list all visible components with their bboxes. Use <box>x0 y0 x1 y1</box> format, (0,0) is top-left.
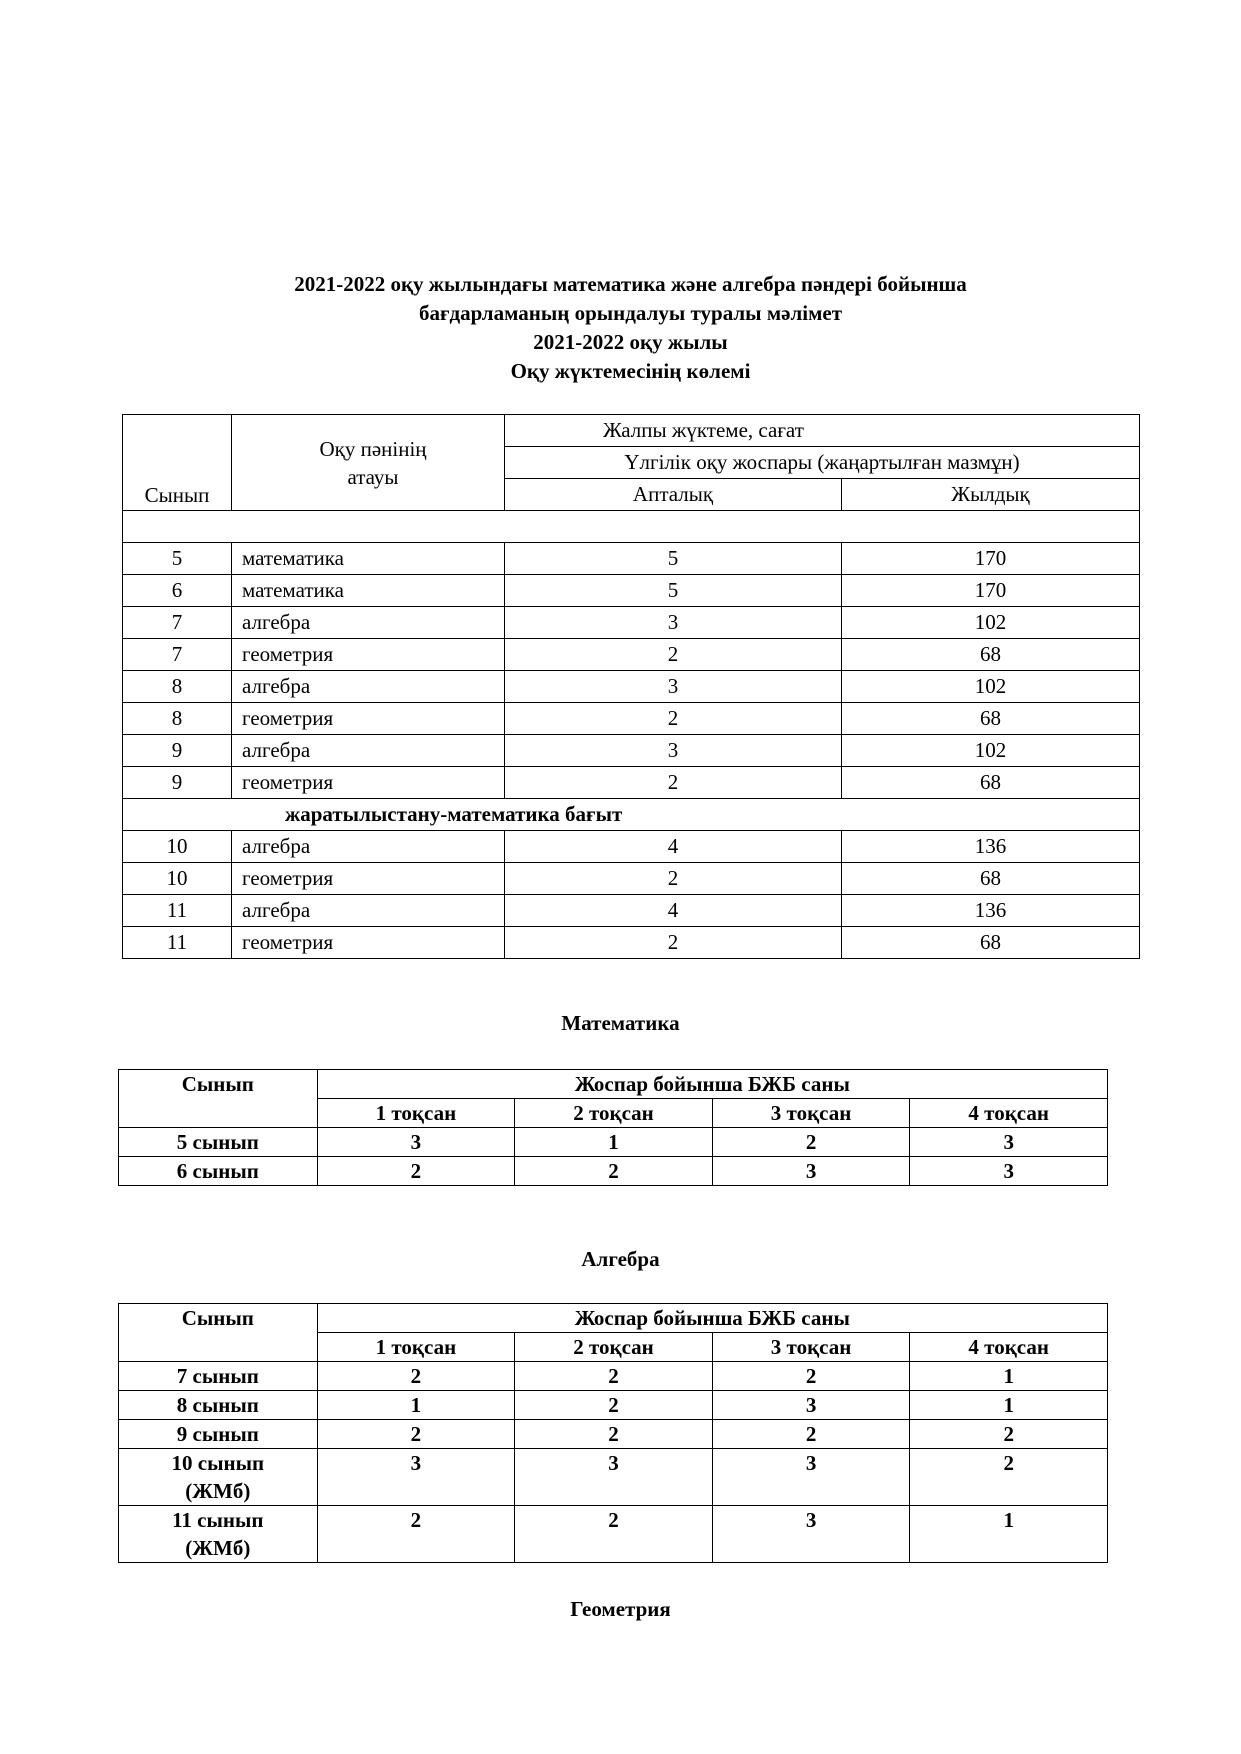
header-subject <box>232 415 505 511</box>
weekly-hours-cell: 2 <box>505 703 842 735</box>
class-cell: 9 <box>123 767 232 799</box>
subject-cell: геометрия <box>232 863 505 895</box>
table-row <box>123 575 1140 607</box>
subject-cell: геометрия <box>232 639 505 671</box>
yearly-hours-cell: 102 <box>842 735 1140 767</box>
class-cell: 7 <box>123 639 232 671</box>
table-row <box>119 1157 1108 1186</box>
table-row <box>119 1391 1108 1420</box>
class-line-1: 10 сынып <box>171 1451 265 1475</box>
quarter-3-count: 3 <box>712 1391 910 1420</box>
empty-cell <box>123 511 1140 543</box>
class-line-1: 7 сынып <box>176 1364 259 1388</box>
yearly-hours-cell: 68 <box>842 863 1140 895</box>
empty-row <box>123 511 1140 543</box>
subject-cell: алгебра <box>232 895 505 927</box>
class-cell: 10 <box>123 831 232 863</box>
quarter-3-count: 3 <box>712 1157 910 1186</box>
table-row <box>119 1362 1108 1391</box>
table-row <box>123 927 1140 959</box>
section-label: жаратылыстану-математика бағыт <box>123 799 1140 831</box>
header-subject-line-2: атауы <box>347 464 399 489</box>
class-line-1: 9 сынып <box>176 1422 259 1446</box>
table-row <box>123 639 1140 671</box>
table-header-row <box>119 1304 1108 1333</box>
math-section-title: Математика <box>561 1011 680 1035</box>
title-line-4: Оқу жүктемесінің көлемі <box>510 359 751 383</box>
yearly-hours-cell: 102 <box>842 607 1140 639</box>
class-cell <box>119 1157 318 1186</box>
weekly-hours-cell: 2 <box>505 927 842 959</box>
weekly-hours-cell: 5 <box>505 575 842 607</box>
weekly-hours-cell: 3 <box>505 735 842 767</box>
header-quarter-1: 1 тоқсан <box>317 1099 515 1128</box>
class-cell <box>119 1391 318 1420</box>
yearly-hours-cell: 136 <box>842 831 1140 863</box>
algebra-section-title: Алгебра <box>581 1247 660 1271</box>
table-header-row <box>123 415 1140 447</box>
quarter-1-count: 3 <box>317 1128 515 1157</box>
subject-cell: алгебра <box>232 831 505 863</box>
quarter-1-count: 2 <box>317 1362 515 1391</box>
weekly-hours-cell: 2 <box>505 863 842 895</box>
table-row <box>119 1506 1108 1563</box>
document-title <box>0 270 1241 386</box>
header-bjb-count: Жоспар бойынша БЖБ саны <box>317 1070 1107 1099</box>
quarter-4-count: 1 <box>910 1506 1108 1563</box>
quarter-3-count: 2 <box>712 1420 910 1449</box>
quarter-3-count: 2 <box>712 1128 910 1157</box>
class-cell <box>119 1362 318 1391</box>
header-bjb-count: Жоспар бойынша БЖБ саны <box>317 1304 1107 1333</box>
math-bjb-table <box>118 1069 1108 1186</box>
table-row <box>123 895 1140 927</box>
weekly-hours-cell: 2 <box>505 639 842 671</box>
title-line-1: 2021-2022 оқу жылындағы математика және алгебра пәндері бойынша <box>294 272 967 296</box>
quarter-1-count: 1 <box>317 1391 515 1420</box>
header-model-plan: Үлгілік оқу жоспары (жаңартылған мазмұн) <box>505 447 1140 479</box>
subject-cell: алгебра <box>232 607 505 639</box>
class-cell: 8 <box>123 703 232 735</box>
class-cell: 11 <box>123 895 232 927</box>
table-row <box>123 671 1140 703</box>
header-quarter-3: 3 тоқсан <box>712 1099 910 1128</box>
header-class: Сынып <box>119 1304 318 1362</box>
title-line-3: 2021-2022 оқу жылы <box>533 330 728 354</box>
quarter-2-count: 3 <box>515 1449 713 1506</box>
quarter-2-count: 2 <box>515 1157 713 1186</box>
class-line-2: (ЖМб) <box>185 1536 251 1560</box>
header-quarter-2: 2 тоқсан <box>515 1099 713 1128</box>
quarter-3-count: 3 <box>712 1506 910 1563</box>
yearly-hours-cell: 68 <box>842 927 1140 959</box>
subject-cell: геометрия <box>232 767 505 799</box>
yearly-hours-cell: 68 <box>842 767 1140 799</box>
teaching-load-table <box>122 414 1140 959</box>
quarter-4-count: 1 <box>910 1362 1108 1391</box>
quarter-1-count: 2 <box>317 1506 515 1563</box>
quarter-4-count: 2 <box>910 1420 1108 1449</box>
class-cell <box>119 1128 318 1157</box>
header-quarter-4: 4 тоқсан <box>910 1099 1108 1128</box>
header-yearly: Жылдық <box>842 479 1140 511</box>
yearly-hours-cell: 68 <box>842 639 1140 671</box>
quarter-2-count: 2 <box>515 1362 713 1391</box>
table-row <box>119 1128 1108 1157</box>
quarter-4-count: 2 <box>910 1449 1108 1506</box>
class-cell <box>119 1506 318 1563</box>
class-cell: 7 <box>123 607 232 639</box>
weekly-hours-cell: 4 <box>505 895 842 927</box>
quarter-2-count: 2 <box>515 1420 713 1449</box>
table-row <box>123 543 1140 575</box>
class-line-1: 11 сынып <box>172 1508 264 1532</box>
yearly-hours-cell: 68 <box>842 703 1140 735</box>
weekly-hours-cell: 3 <box>505 607 842 639</box>
quarter-4-count: 1 <box>910 1391 1108 1420</box>
yearly-hours-cell: 102 <box>842 671 1140 703</box>
header-weekly: Апталық <box>505 479 842 511</box>
header-quarter-4: 4 тоқсан <box>910 1333 1108 1362</box>
header-quarter-1: 1 тоқсан <box>317 1333 515 1362</box>
weekly-hours-cell: 3 <box>505 671 842 703</box>
yearly-hours-cell: 170 <box>842 543 1140 575</box>
table-row <box>119 1449 1108 1506</box>
table-row <box>123 863 1140 895</box>
class-cell: 10 <box>123 863 232 895</box>
subject-cell: геометрия <box>232 703 505 735</box>
class-line-2: (ЖМб) <box>185 1479 251 1503</box>
table-row <box>123 735 1140 767</box>
quarter-2-count: 2 <box>515 1391 713 1420</box>
quarter-2-count: 2 <box>515 1506 713 1563</box>
header-subject-line-1: Оқу пәнінің <box>319 436 427 461</box>
subject-cell: геометрия <box>232 927 505 959</box>
subject-cell: математика <box>232 575 505 607</box>
class-line-1: 6 сынып <box>176 1159 259 1183</box>
class-cell: 8 <box>123 671 232 703</box>
subject-cell: алгебра <box>232 735 505 767</box>
subject-cell: алгебра <box>232 671 505 703</box>
quarter-1-count: 2 <box>317 1420 515 1449</box>
table-header-row <box>119 1070 1108 1099</box>
quarter-1-count: 2 <box>317 1157 515 1186</box>
class-cell: 5 <box>123 543 232 575</box>
table-row <box>119 1420 1108 1449</box>
subject-cell: математика <box>232 543 505 575</box>
table-row <box>123 703 1140 735</box>
quarter-1-count: 3 <box>317 1449 515 1506</box>
table-row <box>123 831 1140 863</box>
header-quarter-2: 2 тоқсан <box>515 1333 713 1362</box>
header-class: Сынып <box>119 1070 318 1128</box>
header-total-load: Жалпы жүктеме, сағат <box>505 415 1140 447</box>
weekly-hours-cell: 4 <box>505 831 842 863</box>
class-cell: 9 <box>123 735 232 767</box>
yearly-hours-cell: 170 <box>842 575 1140 607</box>
class-cell <box>119 1449 318 1506</box>
quarter-4-count: 3 <box>910 1157 1108 1186</box>
class-cell <box>119 1420 318 1449</box>
quarter-3-count: 3 <box>712 1449 910 1506</box>
class-line-1: 8 сынып <box>176 1393 259 1417</box>
class-cell: 6 <box>123 575 232 607</box>
geometry-section-title: Геометрия <box>570 1597 671 1621</box>
table-row <box>123 767 1140 799</box>
quarter-3-count: 2 <box>712 1362 910 1391</box>
table-row <box>123 607 1140 639</box>
weekly-hours-cell: 2 <box>505 767 842 799</box>
header-quarter-3: 3 тоқсан <box>712 1333 910 1362</box>
yearly-hours-cell: 136 <box>842 895 1140 927</box>
quarter-2-count: 1 <box>515 1128 713 1157</box>
class-cell: 11 <box>123 927 232 959</box>
weekly-hours-cell: 5 <box>505 543 842 575</box>
title-line-2: бағдарламаның орындалуы туралы мәлімет <box>418 301 843 325</box>
header-class: Сынып <box>123 415 232 511</box>
section-row <box>123 799 1140 831</box>
class-line-1: 5 сынып <box>176 1130 259 1154</box>
quarter-4-count: 3 <box>910 1128 1108 1157</box>
algebra-bjb-table <box>118 1303 1108 1563</box>
